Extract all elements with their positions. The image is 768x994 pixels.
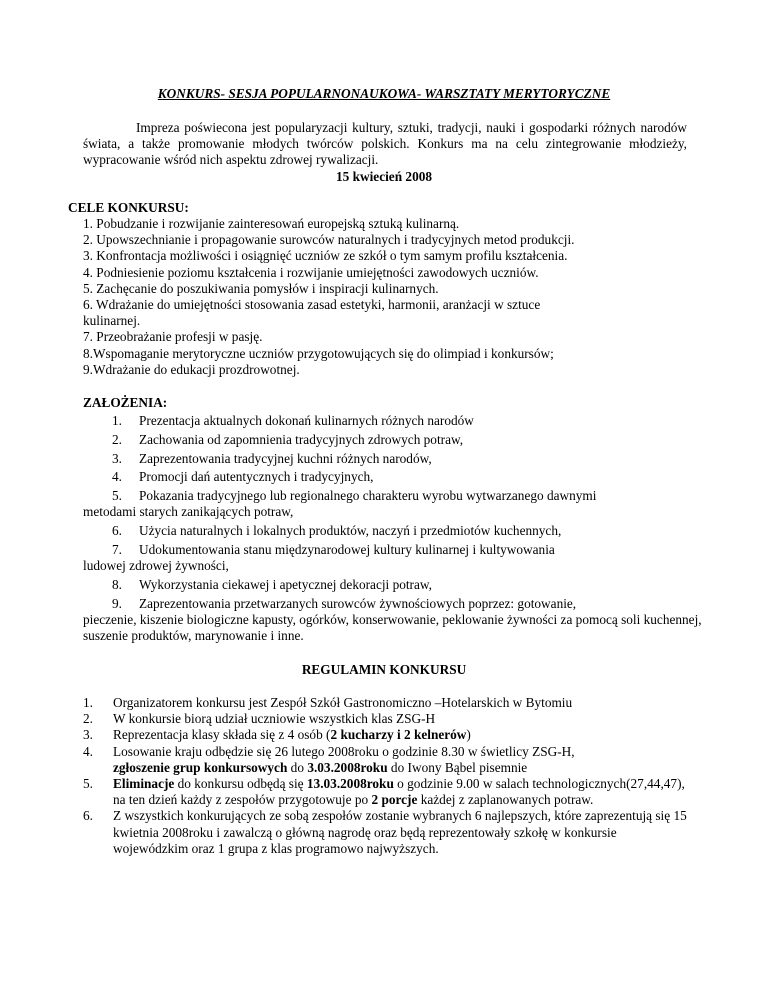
item-text: do Iwony Bąbel pisemnie bbox=[387, 759, 528, 775]
item-text: każdej z zaplanowanych potraw. bbox=[417, 792, 594, 808]
item-text: do bbox=[287, 759, 308, 775]
item-text: Prezentacja aktualnych dokonań kulinarnych różnych narodów bbox=[139, 413, 474, 428]
cele-item: 9.Wdrażanie do edukacji prozdrowotnej. bbox=[83, 361, 300, 377]
item-bold: zgłoszenie grup konkursowych bbox=[113, 759, 288, 775]
zalozenia-item bbox=[83, 577, 703, 593]
item-number: 2. bbox=[112, 431, 122, 447]
item-number: 6. bbox=[83, 808, 93, 824]
regulamin-item bbox=[83, 808, 693, 857]
cele-item: 4. Podniesienie poziomu kształcenia i rozwijanie umiejętności zawodowych uczniów. bbox=[83, 264, 539, 280]
zalozenia-item bbox=[83, 596, 703, 645]
item-number: 6. bbox=[112, 523, 122, 539]
event-date: 15 kwiecień 2008 bbox=[335, 169, 433, 184]
zalozenia-item bbox=[83, 469, 703, 485]
zalozenia-item bbox=[83, 413, 703, 429]
cele-heading: CELE KONKURSU: bbox=[68, 200, 189, 215]
item-text: Pokazania tradycyjnego lub regionalnego charakteru wyrobu wytwarzanego dawnymi bbox=[139, 488, 597, 504]
cele-list bbox=[83, 216, 703, 378]
cele-item: kulinarnej. bbox=[83, 313, 141, 329]
item-text: Promocji dań autentycznych i tradycyjnych, bbox=[139, 469, 374, 485]
cele-item: 3. Konfrontacja możliwości i osiągnięć uczniów ze szkół o tym samym profilu kształcenia. bbox=[83, 248, 568, 264]
item-text: Wykorzystania ciekawej i apetycznej dekoracji potraw, bbox=[139, 576, 432, 592]
item-bold: 3.03.2008roku bbox=[307, 759, 388, 775]
item-text: Użycia naturalnych i lokalnych produktów, naczyń i przedmiotów kuchennych, bbox=[139, 523, 562, 539]
item-bold: Eliminacje bbox=[113, 776, 175, 792]
item-number: 1. bbox=[112, 413, 122, 428]
regulamin-item bbox=[83, 711, 693, 727]
zalozenia-list bbox=[83, 413, 703, 647]
item-text: o godzinie 9.00 w salach technologicznych(27,44,47), na ten dzień każdy z zespołów przygotowuje po bbox=[113, 776, 685, 808]
item-number: 7. bbox=[112, 541, 122, 557]
zalozenia-item bbox=[83, 432, 703, 448]
item-text: W konkursie biorą udział uczniowie wszystkich klas ZSG-H bbox=[113, 711, 436, 727]
item-number: 4. bbox=[83, 743, 93, 759]
item-text: Reprezentacja klasy składa się z 4 osób ( bbox=[113, 727, 331, 743]
zalozenia-heading: ZAŁOŻENIA: bbox=[83, 395, 168, 410]
regulamin-item bbox=[83, 776, 693, 808]
item-text: ) bbox=[466, 727, 471, 743]
item-number: 5. bbox=[112, 488, 122, 504]
item-text: Udokumentowania stanu międzynarodowej kultury kulinarnej i kultywowania bbox=[139, 541, 555, 557]
item-number: 3. bbox=[112, 450, 122, 466]
intro-paragraph: Impreza poświecona jest popularyzacji kultury, sztuki, tradycji, nauki i gospodarki różnych narodów świata, a także promowanie młodych twórców polskich. Konkurs ma na celu zintegrowanie młodzieży, wypracowanie wśród nich aspektu zdrowej rywalizacji. bbox=[83, 120, 687, 168]
cele-item: 5. Zachęcanie do poszukiwania pomysłów i inspiracji kulinarnych. bbox=[83, 280, 439, 296]
item-text: Zaprezentowania tradycyjnej kuchni różnych narodów, bbox=[139, 450, 432, 466]
item-bold: 2 porcje bbox=[371, 792, 418, 808]
item-number: 5. bbox=[83, 776, 93, 792]
zalozenia-item bbox=[83, 542, 703, 574]
item-text: do konkursu odbędą się bbox=[174, 776, 307, 792]
item-number: 2. bbox=[83, 711, 93, 727]
regulamin-item bbox=[83, 695, 693, 711]
item-number: 9. bbox=[112, 595, 122, 611]
cele-item: 2. Upowszechnianie i propagowanie surowców naturalnych i tradycyjnych metod produkcji. bbox=[83, 232, 575, 248]
item-text: Organizatorem konkursu jest Zespół Szkół Gastronomiczno –Hotelarskich w Bytomiu bbox=[113, 695, 573, 710]
cele-item: 7. Przeobrażanie profesji w pasję. bbox=[83, 329, 263, 345]
item-number: 4. bbox=[112, 469, 122, 485]
document-title: KONKURS- SESJA POPULARNONAUKOWA- WARSZTATY MERYTORYCZNE bbox=[157, 86, 611, 101]
item-number: 3. bbox=[83, 727, 93, 743]
zalozenia-item bbox=[83, 488, 703, 520]
item-continuation: ludowej zdrowej żywności, bbox=[83, 558, 229, 574]
item-bold: 2 kucharzy i 2 kelnerów bbox=[330, 727, 467, 743]
item-number: 8. bbox=[112, 576, 122, 592]
zalozenia-item bbox=[83, 523, 703, 539]
item-bold: 13.03.2008roku bbox=[306, 776, 394, 792]
regulamin-item bbox=[83, 727, 693, 743]
cele-item: 1. Pobudzanie i rozwijanie zainteresowań europejską sztuką kulinarną. bbox=[83, 216, 460, 231]
cele-item: 6. Wdrażanie do umiejętności stosowania zasad estetyki, harmonii, aranżacji w sztuce bbox=[83, 297, 541, 313]
item-text: Zaprezentowania przetwarzanych surowców żywnościowych poprzez: gotowanie, bbox=[139, 595, 577, 611]
item-continuation: metodami starych zanikających potraw, bbox=[83, 504, 294, 520]
zalozenia-item bbox=[83, 451, 703, 467]
item-continuation: pieczenie, kiszenie biologiczne kapusty, ogórków, konserwowanie, peklowanie żywności za pomocą soli kuchennej, suszenie produktów, marynowanie i inne. bbox=[83, 611, 702, 644]
item-text: Zachowania od zapomnienia tradycyjnych zdrowych potraw, bbox=[139, 431, 464, 447]
cele-item: 8.Wspomaganie merytoryczne uczniów przygotowujących się do olimpiad i konkursów; bbox=[83, 345, 554, 361]
item-number: 1. bbox=[83, 695, 93, 710]
regulamin-item bbox=[83, 744, 693, 776]
item-text: Z wszystkich konkurujących ze sobą zespołów zostanie wybranych 6 najlepszych, które zaprezentują się 15 kwietnia 2008roku i zawalczą o główną nagrodę oraz będą reprezentowały szkołę w konkursie wojewódzkim oraz 1 grupa z klas programowo najwyższych. bbox=[113, 808, 687, 856]
regulamin-list bbox=[83, 695, 693, 857]
regulamin-heading: REGULAMIN KONKURSU bbox=[301, 662, 467, 677]
item-text: Losowanie kraju odbędzie się 26 lutego 2008roku o godzinie 8.30 w świetlicy ZSG-H, bbox=[113, 743, 575, 759]
